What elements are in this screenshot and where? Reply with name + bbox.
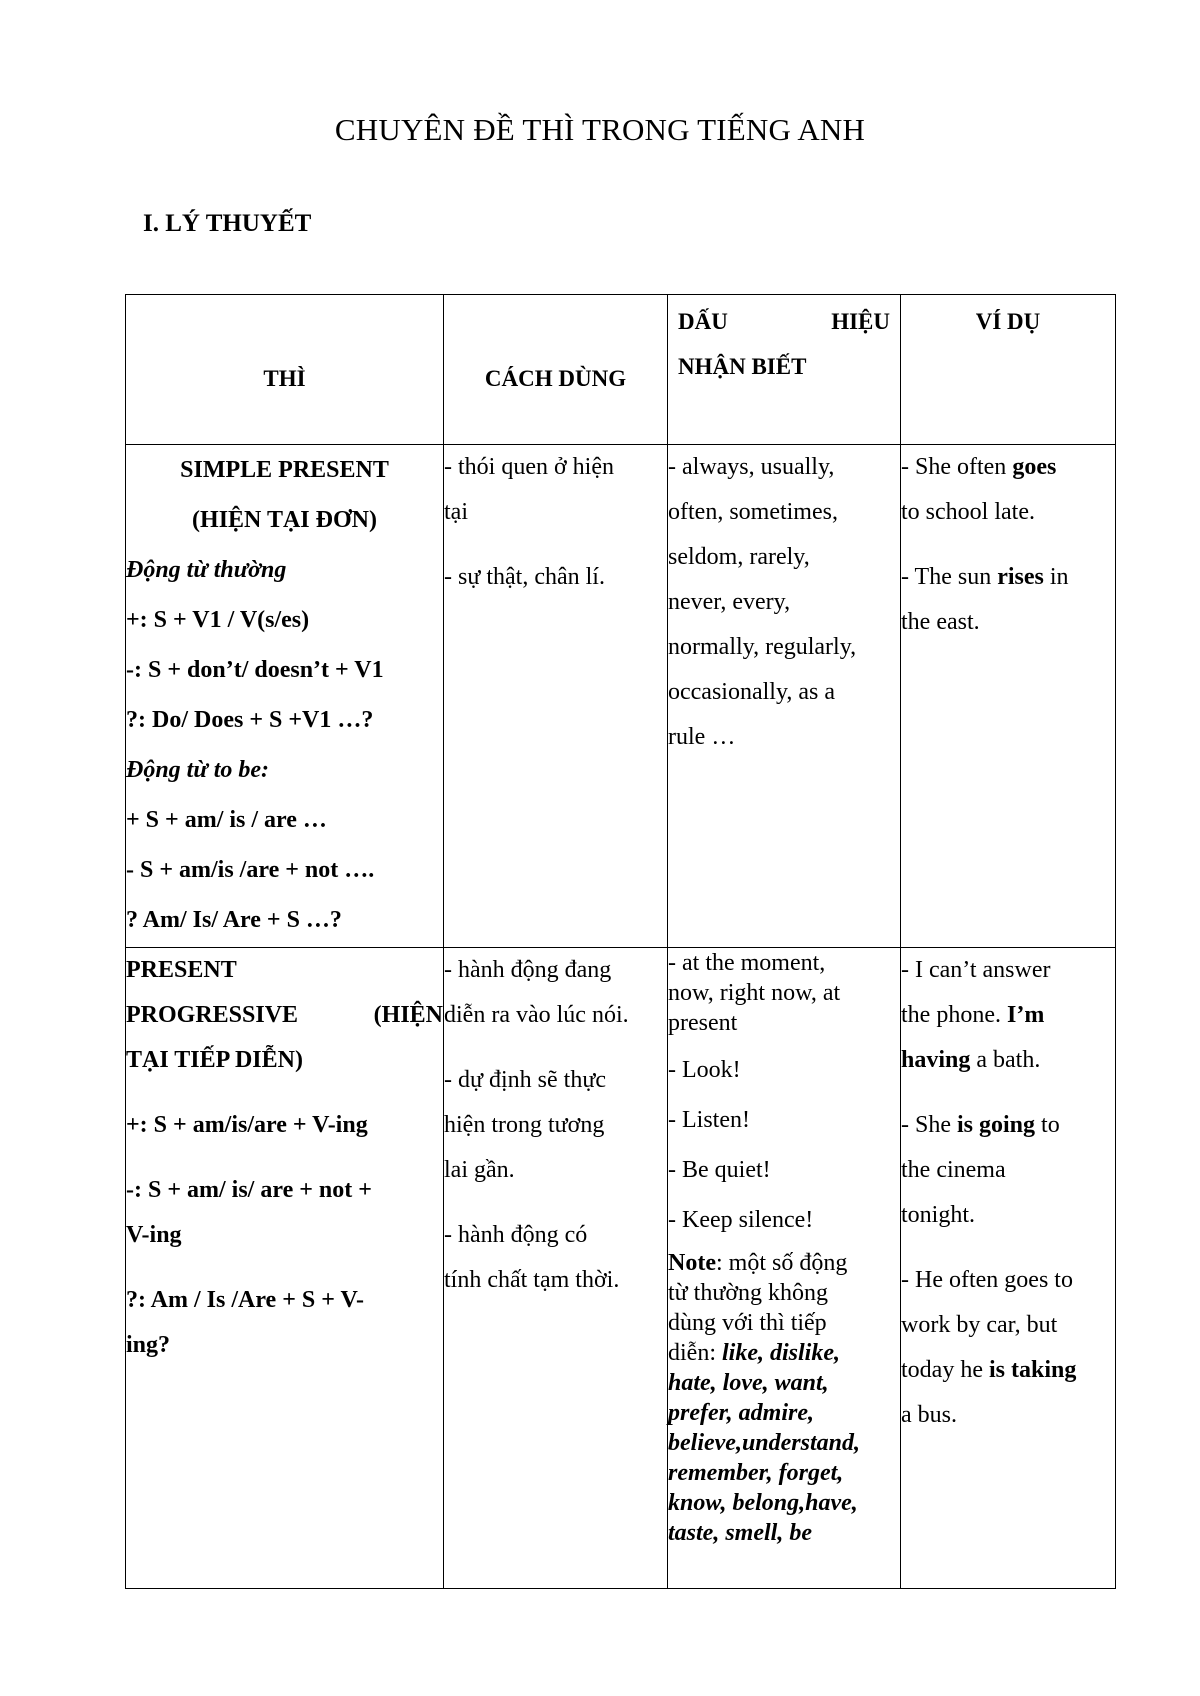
ex-text: - She often (901, 454, 1013, 480)
ex-text: in (1043, 564, 1069, 590)
ex-verb: I’m (1006, 1002, 1045, 1028)
simple-present-signs-list (668, 445, 900, 760)
header-usage: CÁCH DÙNG (444, 295, 668, 445)
header-signs-word1: DẤU (678, 309, 728, 334)
name-part: (HIỆN (373, 1002, 443, 1028)
simple-present-verb-label: Động từ thường (126, 557, 287, 583)
ex-verb: is taking (988, 1357, 1077, 1383)
simple-present-be-negative: - S + am/is /are + not …. (126, 857, 375, 883)
simple-present-usage-cell (444, 445, 668, 948)
ex-text: today he (901, 1357, 989, 1383)
present-progressive-usage-1a: - hành động đang (444, 957, 612, 983)
simple-present-sign-line: seldom, rarely, (668, 544, 810, 570)
pp-example-2c: tonight. (901, 1202, 976, 1228)
ex-verb: rises (997, 564, 1044, 590)
present-progressive-usage-2c: lai gần. (444, 1157, 515, 1183)
note-line-3: dùng với thì tiếp (668, 1310, 827, 1336)
present-progressive-name-1: PRESENT (126, 957, 237, 983)
simple-present-example-2a (901, 555, 1115, 600)
header-example: VÍ DỤ (901, 295, 1116, 445)
header-tense: THÌ (126, 295, 444, 445)
note-label: Note (668, 1250, 716, 1276)
note-verbs-2: hate, love, want, (668, 1370, 829, 1396)
simple-present-example-1a (901, 445, 1115, 490)
ex-text: a bath. (970, 1047, 1041, 1073)
present-progressive-signs-2: now, right now, at (668, 980, 841, 1006)
note-line-1 (668, 1248, 900, 1278)
simple-present-sign-line: - always, usually, (668, 454, 835, 480)
simple-present-formula-negative: -: S + don’t/ doesn’t + V1 (126, 657, 384, 683)
pp-example-3b: work by car, but (901, 1312, 1058, 1338)
present-progressive-usage-2b: hiện trong tương (444, 1112, 605, 1138)
sign-listen: - Listen! (668, 1107, 750, 1133)
header-signs-line2: NHẬN BIẾT (678, 354, 807, 379)
present-progressive-name-3: TẠI TIẾP DIỄN) (126, 1047, 303, 1073)
ex-verb: is going (957, 1112, 1036, 1138)
sign-be-quiet: - Be quiet! (668, 1157, 771, 1183)
simple-present-sign-line: never, every, (668, 589, 791, 615)
present-progressive-usage-3b: tính chất tạm thời. (444, 1267, 620, 1293)
page-title: CHUYÊN ĐỀ THÌ TRONG TIẾNG ANH (334, 112, 866, 147)
simple-present-formula-positive: +: S + V1 / V(s/es) (126, 607, 310, 633)
simple-present-example-1b: to school late. (901, 499, 1035, 525)
simple-present-be-positive: + S + am/ is / are … (126, 807, 327, 833)
pp-example-2b: the cinema (901, 1157, 1006, 1183)
present-progressive-signs-1: - at the moment, (668, 950, 826, 976)
simple-present-name: SIMPLE PRESENT (180, 457, 389, 483)
present-progressive-usage-3a: - hành động có (444, 1222, 588, 1248)
ex-text: - She (901, 1112, 957, 1138)
present-progressive-formula-positive: +: S + am/is/are + V-ing (126, 1112, 368, 1138)
ex-verb: goes (1012, 454, 1057, 480)
note-verbs-6: know, belong,have, (668, 1490, 858, 1516)
pp-example-1c (901, 1038, 1115, 1083)
note-line-4 (668, 1338, 900, 1368)
ex-text: to (1035, 1112, 1060, 1138)
present-progressive-usage-cell (444, 948, 668, 1589)
present-progressive-formula-negative-2: V-ing (126, 1222, 182, 1248)
present-progressive-signs-3: present (668, 1010, 738, 1036)
pp-example-3d: a bus. (901, 1402, 957, 1428)
header-signs-word2: HIỆU (831, 309, 890, 334)
present-progressive-formula-question-2: ing? (126, 1332, 171, 1358)
ex-verb: having (901, 1047, 971, 1073)
present-progressive-formula-question-1: ?: Am / Is /Are + S + V- (126, 1287, 365, 1313)
simple-present-sign-line: rule … (668, 724, 736, 750)
simple-present-example-cell (901, 445, 1116, 948)
simple-present-name-vi: (HIỆN TẠI ĐƠN) (192, 507, 377, 533)
name-part: PROGRESSIVE (126, 1002, 299, 1028)
header-row (126, 295, 1116, 445)
simple-present-be-question: ? Am/ Is/ Are + S …? (126, 907, 342, 933)
present-progressive-signs-cell (668, 948, 901, 1589)
present-progressive-usage-2a: - dự định sẽ thực (444, 1067, 606, 1093)
pp-example-2a (901, 1103, 1115, 1148)
present-progressive-tense-cell (126, 948, 444, 1589)
tense-table (125, 294, 1116, 1589)
simple-present-usage-2: - sự thật, chân lí. (444, 564, 605, 590)
simple-present-sign-line: occasionally, as a (668, 679, 836, 705)
present-progressive-formula-negative-1: -: S + am/ is/ are + not + (126, 1177, 372, 1203)
ex-text: - The sun (901, 564, 998, 590)
table-row-present-progressive (126, 948, 1116, 1589)
simple-present-usage-1a: - thói quen ở hiện (444, 454, 614, 480)
section-heading: I. LÝ THUYẾT (143, 210, 312, 237)
simple-present-example-2b: the east. (901, 609, 980, 635)
note-verbs: like, dislike, (722, 1340, 840, 1366)
pp-example-1a: - I can’t answer (901, 957, 1051, 983)
pp-example-1b (901, 993, 1115, 1038)
note-verbs-4: believe,understand, (668, 1430, 860, 1456)
note-verbs-5: remember, forget, (668, 1460, 844, 1486)
table-row-simple-present (126, 445, 1116, 948)
note-verbs-7: taste, smell, be (668, 1520, 812, 1546)
note-text: : một số động (715, 1250, 848, 1276)
simple-present-tense-cell (126, 445, 444, 948)
simple-present-usage-1b: tại (444, 499, 468, 525)
ex-text: the phone. (901, 1002, 1007, 1028)
sign-look: - Look! (668, 1057, 741, 1083)
note-line-2: từ thường không (668, 1280, 829, 1306)
pp-example-3c (901, 1348, 1115, 1393)
simple-present-formula-question: ?: Do/ Does + S +V1 …? (126, 707, 374, 733)
pp-example-3a: - He often goes to (901, 1267, 1073, 1293)
present-progressive-name-2 (126, 993, 443, 1038)
header-signs (668, 295, 901, 445)
simple-present-sign-line: normally, regularly, (668, 634, 857, 660)
sign-keep-silence: - Keep silence! (668, 1207, 814, 1233)
note-text: diễn: (668, 1340, 722, 1366)
present-progressive-example-cell (901, 948, 1116, 1589)
present-progressive-usage-1b: diễn ra vào lúc nói. (444, 1002, 629, 1028)
simple-present-sign-line: often, sometimes, (668, 499, 838, 525)
simple-present-be-label: Động từ to be: (126, 757, 270, 783)
note-verbs-3: prefer, admire, (668, 1400, 814, 1426)
simple-present-signs-cell (668, 445, 901, 948)
